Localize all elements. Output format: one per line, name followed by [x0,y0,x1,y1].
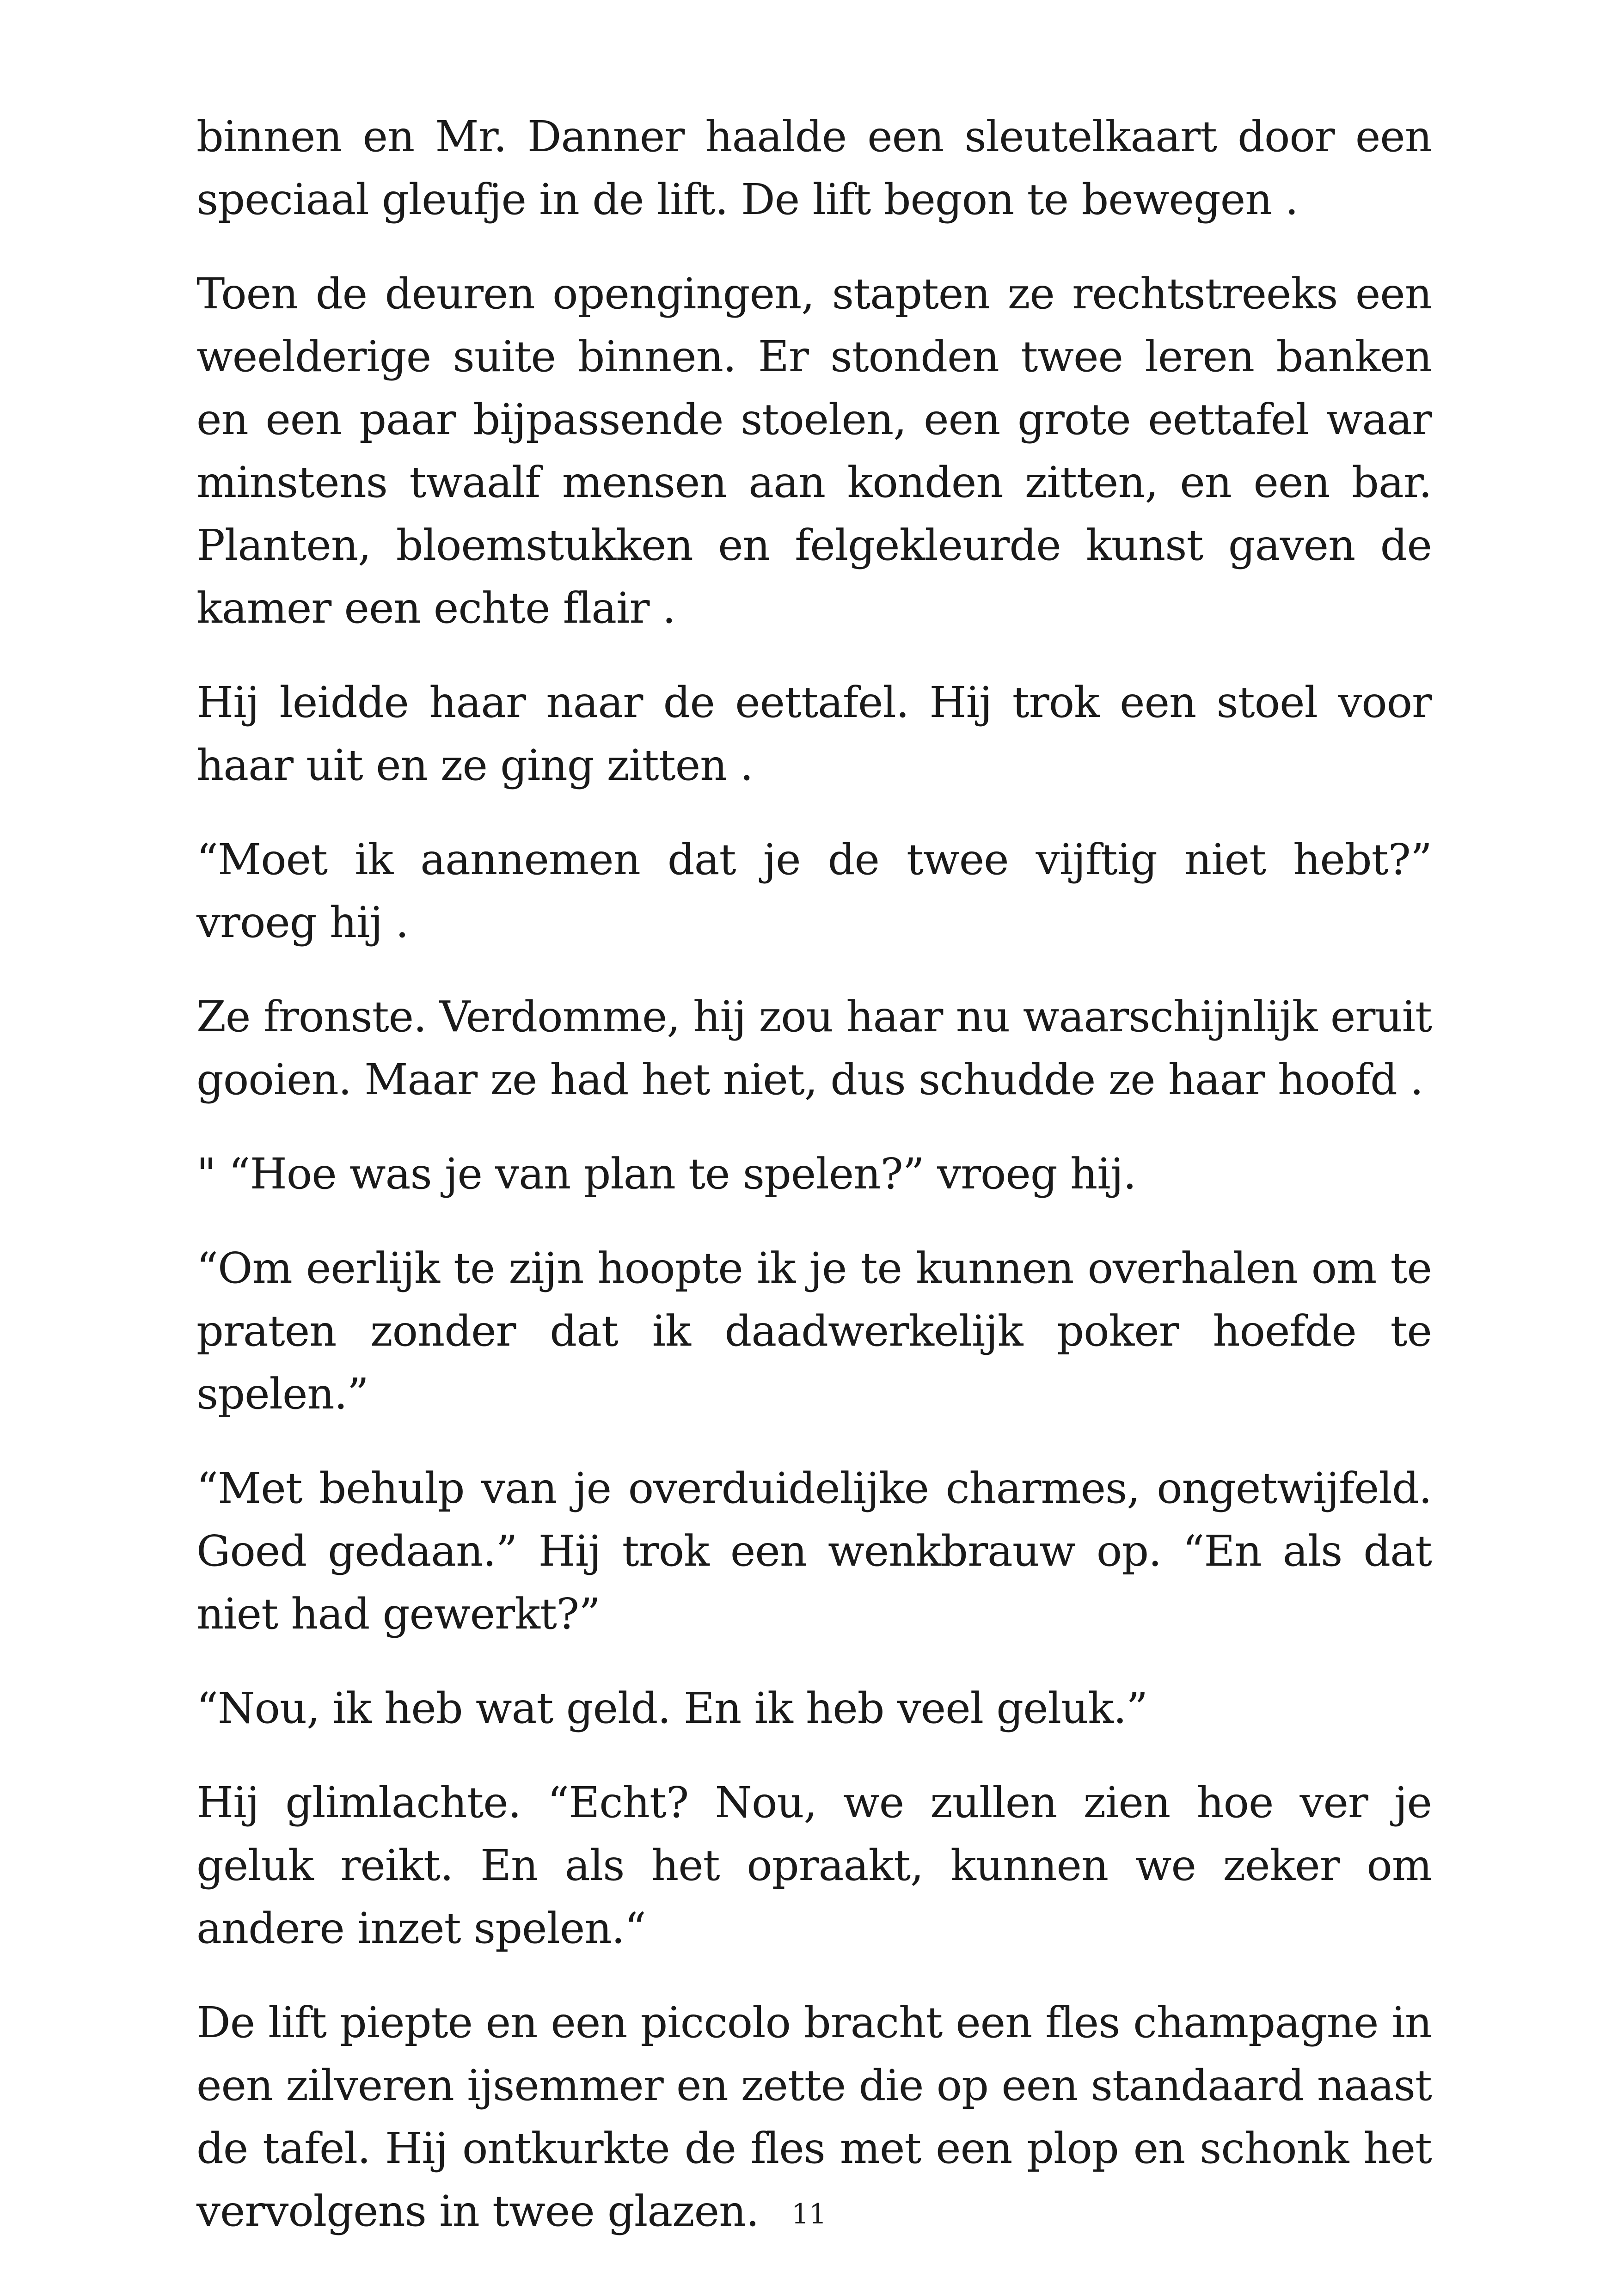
body-text [196,105,1432,2274]
paragraph-4: “Moet ik aannemen dat je de twee vijftig niet hebt?” vroeg hij . [196,835,1432,947]
paragraph-2: Toen de deuren opengingen, stapten ze rechtstreeks een weelderige suite binnen. Er stonden twee leren banken en een paar bijpassende stoelen, een grote eettafel waar minstens twaalf mensen aan konden zitten, en een bar. Planten, bloemstukken en felgekleurde kunst gaven de kamer een echte flair . [196,269,1432,633]
paragraph-10: Hij glimlachte. “Echt? Nou, we zullen zien hoe ver je geluk reikt. En als het opraakt, kunnen we zeker om andere inzet spelen.“ [196,1778,1432,1953]
paragraph-7: “Om eerlijk te zijn hoopte ik je te kunnen overhalen om te praten zonder dat ik daadwerkelijk poker hoefde te spelen.” [196,1243,1432,1419]
page-number: 11 [791,2198,827,2230]
paragraph-8: “Met behulp van je overduidelijke charmes, ongetwijfeld. Goed gedaan.” Hij trok een wenkbrauw op. “En als dat niet had gewerkt?” [196,1463,1432,1639]
paragraph-11: De lift piepte en een piccolo bracht een fles champagne in een zilveren ijsemmer en zette die op een standaard naast de tafel. Hij ontkurkte de fles met een plop en schonk het vervolgens in twee glazen. [196,1998,1432,2236]
paragraph-5: Ze fronste. Verdomme, hij zou haar nu waarschijnlijk eruit gooien. Maar ze had het niet, dus schudde ze haar hoofd . [196,992,1432,1104]
paragraph-9: “Nou, ik heb wat geld. En ik heb veel geluk.” [196,1684,1148,1733]
paragraph-1: binnen en Mr. Danner haalde een sleutelkaart door een speciaal gleufje in de lift. De lift begon te bewegen . [196,112,1432,224]
paragraph-3: Hij leidde haar naar de eettafel. Hij trok een stoel voor haar uit en ze ging zitten . [196,678,1432,790]
paragraph-6: " “Hoe was je van plan te spelen?” vroeg hij. [196,1149,1136,1199]
